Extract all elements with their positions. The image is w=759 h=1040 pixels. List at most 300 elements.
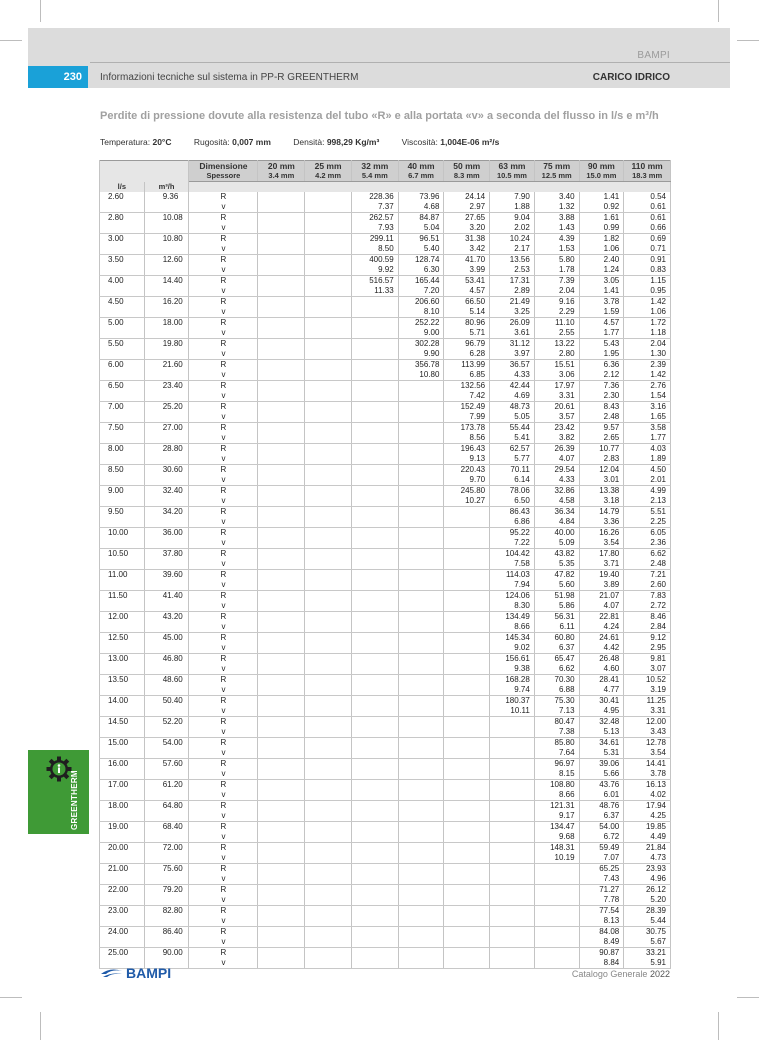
- header-brand: BAMPI: [637, 50, 670, 61]
- label-v: v: [189, 454, 258, 465]
- cell-r: [305, 465, 352, 476]
- flow-m3h: 61.20: [144, 780, 189, 791]
- table-row: [100, 370, 671, 381]
- flow-m3h-empty: [144, 853, 189, 864]
- cell-r: [351, 486, 398, 497]
- crop-mark: [737, 40, 759, 41]
- cell-r: [305, 444, 352, 455]
- cell-r: [444, 801, 490, 812]
- label-r: R: [189, 486, 258, 497]
- flow-ls: 22.00: [100, 885, 145, 896]
- label-r: R: [189, 780, 258, 791]
- table-row: [100, 286, 671, 297]
- cell-v: [351, 727, 398, 738]
- flow-m3h-empty: [144, 580, 189, 591]
- cell-r: [398, 738, 444, 749]
- cell-r: 299.11: [351, 234, 398, 245]
- cell-r: 17.80: [579, 549, 624, 560]
- table-row: [100, 433, 671, 444]
- cell-v: 3.89: [579, 580, 624, 591]
- cell-v: 6.01: [579, 790, 624, 801]
- cell-v: [490, 832, 535, 843]
- flow-m3h-empty: [144, 454, 189, 465]
- cell-v: [490, 937, 535, 948]
- cell-v: [444, 958, 490, 969]
- cell-r: [305, 570, 352, 581]
- flow-ls-empty: [100, 391, 145, 402]
- cell-v: 3.78: [624, 769, 671, 780]
- label-v: v: [189, 580, 258, 591]
- flow-ls-empty: [100, 475, 145, 486]
- flow-m3h: 52.20: [144, 717, 189, 728]
- flow-m3h-empty: [144, 601, 189, 612]
- table-row: [100, 412, 671, 423]
- cell-r: [398, 927, 444, 938]
- cell-r: [490, 822, 535, 833]
- cell-r: [258, 801, 305, 812]
- cell-v: [305, 958, 352, 969]
- table-row: [100, 381, 671, 392]
- cell-r: 245.80: [444, 486, 490, 497]
- gear-info-icon: [46, 756, 72, 782]
- cell-v: 11.33: [351, 286, 398, 297]
- table-row: [100, 580, 671, 591]
- cell-v: 9.00: [398, 328, 444, 339]
- cell-r: [305, 906, 352, 917]
- cell-r: [398, 801, 444, 812]
- cell-r: 152.49: [444, 402, 490, 413]
- crop-mark: [40, 0, 41, 22]
- table-row: [100, 843, 671, 854]
- label-r: R: [189, 255, 258, 266]
- cell-v: [398, 601, 444, 612]
- cell-v: 1.54: [624, 391, 671, 402]
- label-r: R: [189, 801, 258, 812]
- table-row: [100, 307, 671, 318]
- cell-r: [351, 444, 398, 455]
- table-row: [100, 612, 671, 623]
- cell-r: [398, 633, 444, 644]
- cell-r: 71.27: [579, 885, 624, 896]
- table-row: [100, 738, 671, 749]
- flow-ls: 3.00: [100, 234, 145, 245]
- cell-v: 8.66: [490, 622, 535, 633]
- cell-v: [258, 601, 305, 612]
- crop-mark: [718, 0, 719, 22]
- table-row: [100, 906, 671, 917]
- cell-r: [351, 381, 398, 392]
- flow-m3h-empty: [144, 727, 189, 738]
- cell-v: [351, 958, 398, 969]
- cell-v: 5.66: [579, 769, 624, 780]
- cell-v: 9.17: [534, 811, 579, 822]
- cell-v: [305, 601, 352, 612]
- cell-v: 4.57: [444, 286, 490, 297]
- cell-v: [398, 538, 444, 549]
- flow-m3h: 90.00: [144, 948, 189, 959]
- cell-r: 28.41: [579, 675, 624, 686]
- flow-m3h: 12.60: [144, 255, 189, 266]
- cell-r: 156.61: [490, 654, 535, 665]
- cell-r: [258, 297, 305, 308]
- flow-ls: 14.00: [100, 696, 145, 707]
- cell-v: [305, 223, 352, 234]
- logo-text: BAMPI: [126, 965, 172, 981]
- flow-m3h-empty: [144, 706, 189, 717]
- table-row: [100, 885, 671, 896]
- cell-v: [444, 937, 490, 948]
- cell-r: [490, 906, 535, 917]
- table-row: [100, 475, 671, 486]
- label-r: R: [189, 738, 258, 749]
- cell-v: [398, 580, 444, 591]
- cell-r: 12.00: [624, 717, 671, 728]
- table-row: [100, 538, 671, 549]
- label-r: R: [189, 549, 258, 560]
- cell-v: 5.05: [490, 412, 535, 423]
- cell-r: [305, 801, 352, 812]
- flow-m3h-empty: [144, 202, 189, 213]
- cell-r: [351, 822, 398, 833]
- cell-v: 1.32: [534, 202, 579, 213]
- cell-v: [351, 370, 398, 381]
- cell-r: [258, 381, 305, 392]
- cell-r: [351, 717, 398, 728]
- catalog-year: 2022: [649, 969, 670, 979]
- label-r: R: [189, 948, 258, 959]
- label-r: R: [189, 717, 258, 728]
- cell-v: 10.11: [490, 706, 535, 717]
- cell-v: [258, 412, 305, 423]
- cell-r: 29.54: [534, 465, 579, 476]
- cell-v: 8.15: [534, 769, 579, 780]
- cell-v: 2.72: [624, 601, 671, 612]
- cell-v: [444, 664, 490, 675]
- flow-ls-empty: [100, 559, 145, 570]
- cell-r: [305, 654, 352, 665]
- flow-ls: 10.50: [100, 549, 145, 560]
- cell-v: 4.49: [624, 832, 671, 843]
- header-title: Informazioni tecniche sul sistema in PP-R GREENTHERM: [100, 72, 359, 83]
- flow-ls: 11.00: [100, 570, 145, 581]
- cell-v: 4.69: [490, 391, 535, 402]
- flow-ls-empty: [100, 580, 145, 591]
- table-row: [100, 601, 671, 612]
- flow-m3h-empty: [144, 244, 189, 255]
- label-r: R: [189, 234, 258, 245]
- cell-v: [258, 769, 305, 780]
- cell-r: [398, 780, 444, 791]
- cell-r: 2.40: [579, 255, 624, 266]
- flow-m3h-empty: [144, 664, 189, 675]
- label-v: v: [189, 307, 258, 318]
- cell-r: 13.56: [490, 255, 535, 266]
- flow-ls: 9.50: [100, 507, 145, 518]
- dim-63: 63 mm: [490, 161, 535, 172]
- cell-v: 7.07: [579, 853, 624, 864]
- cell-r: 6.05: [624, 528, 671, 539]
- cell-r: 10.52: [624, 675, 671, 686]
- cell-v: [351, 622, 398, 633]
- cell-r: 1.15: [624, 276, 671, 287]
- label-r: R: [189, 864, 258, 875]
- cell-r: [398, 717, 444, 728]
- cell-v: 3.97: [490, 349, 535, 360]
- cell-v: 1.88: [490, 202, 535, 213]
- flow-ls-empty: [100, 223, 145, 234]
- cell-r: 96.97: [534, 759, 579, 770]
- cell-v: [351, 580, 398, 591]
- cell-v: 2.95: [624, 643, 671, 654]
- table-row: [100, 948, 671, 959]
- dim-90: 90 mm: [579, 161, 624, 172]
- cell-r: 9.16: [534, 297, 579, 308]
- cell-v: [351, 916, 398, 927]
- label-r: R: [189, 381, 258, 392]
- cell-r: 40.00: [534, 528, 579, 539]
- label-v: v: [189, 769, 258, 780]
- flow-ls: 16.00: [100, 759, 145, 770]
- table-row: [100, 622, 671, 633]
- flow-ls-empty: [100, 811, 145, 822]
- cell-v: [258, 895, 305, 906]
- cell-v: 3.31: [624, 706, 671, 717]
- cell-v: [351, 328, 398, 339]
- cell-r: 48.76: [579, 801, 624, 812]
- flow-ls-empty: [100, 601, 145, 612]
- flow-ls: 13.50: [100, 675, 145, 686]
- label-r: R: [189, 675, 258, 686]
- flow-ls-empty: [100, 664, 145, 675]
- label-v: v: [189, 349, 258, 360]
- cell-r: [351, 843, 398, 854]
- cell-v: [305, 895, 352, 906]
- page-title: Perdite di pressione dovute alla resistenza del tubo «R» e alla portata «v» a seconda del flusso in l/s e m³/h: [100, 110, 659, 122]
- cell-v: [534, 916, 579, 927]
- cell-r: 8.46: [624, 612, 671, 623]
- cell-r: 206.60: [398, 297, 444, 308]
- cell-v: [351, 538, 398, 549]
- cell-v: [258, 643, 305, 654]
- cell-r: 26.09: [490, 318, 535, 329]
- label-r: R: [189, 528, 258, 539]
- cell-v: [305, 265, 352, 276]
- dim-110: 110 mm: [624, 161, 671, 172]
- cell-v: [351, 349, 398, 360]
- cell-r: [258, 906, 305, 917]
- cell-v: 3.43: [624, 727, 671, 738]
- flow-m3h-empty: [144, 916, 189, 927]
- cell-r: 36.57: [490, 360, 535, 371]
- thick-63: 10.5 mm: [490, 171, 535, 182]
- pressure-loss-table: [99, 160, 671, 969]
- cell-r: 15.51: [534, 360, 579, 371]
- flow-m3h: 30.60: [144, 465, 189, 476]
- flow-m3h-empty: [144, 874, 189, 885]
- cell-r: 9.04: [490, 213, 535, 224]
- flow-ls-empty: [100, 517, 145, 528]
- cell-v: 2.97: [444, 202, 490, 213]
- cell-r: [398, 570, 444, 581]
- flow-m3h-empty: [144, 265, 189, 276]
- cell-r: [444, 612, 490, 623]
- cell-v: [258, 580, 305, 591]
- cell-r: [305, 948, 352, 959]
- cell-r: 262.57: [351, 213, 398, 224]
- cell-v: [444, 769, 490, 780]
- label-r: R: [189, 843, 258, 854]
- cell-r: 13.22: [534, 339, 579, 350]
- table-row: [100, 832, 671, 843]
- cell-v: 1.18: [624, 328, 671, 339]
- cell-r: [398, 465, 444, 476]
- cell-r: [305, 675, 352, 686]
- thick-90: 15.0 mm: [579, 171, 624, 182]
- label-r: R: [189, 906, 258, 917]
- cell-v: [258, 685, 305, 696]
- cell-v: [490, 769, 535, 780]
- cell-r: [398, 843, 444, 854]
- table-row: [100, 328, 671, 339]
- flow-ls-empty: [100, 769, 145, 780]
- cell-r: [305, 423, 352, 434]
- cell-v: 6.37: [579, 811, 624, 822]
- cell-r: 114.03: [490, 570, 535, 581]
- table-row: [100, 706, 671, 717]
- table-row: [100, 528, 671, 539]
- flow-ls-empty: [100, 202, 145, 213]
- cell-r: 220.43: [444, 465, 490, 476]
- flow-m3h-empty: [144, 937, 189, 948]
- cell-v: 0.92: [579, 202, 624, 213]
- cell-r: [258, 612, 305, 623]
- cell-v: [258, 286, 305, 297]
- cell-r: 173.78: [444, 423, 490, 434]
- cell-r: 43.76: [579, 780, 624, 791]
- label-r: R: [189, 654, 258, 665]
- flow-m3h: 23.40: [144, 381, 189, 392]
- cell-v: [258, 244, 305, 255]
- cell-r: 302.28: [398, 339, 444, 350]
- table-row: [100, 276, 671, 287]
- cell-v: [351, 307, 398, 318]
- table-row: [100, 339, 671, 350]
- flow-m3h: 19.80: [144, 339, 189, 350]
- flow-m3h: 28.80: [144, 444, 189, 455]
- table-row: [100, 244, 671, 255]
- cell-r: 5.43: [579, 339, 624, 350]
- cell-v: 6.28: [444, 349, 490, 360]
- cell-v: [490, 874, 535, 885]
- cell-r: 104.42: [490, 549, 535, 560]
- flow-ls: 8.50: [100, 465, 145, 476]
- cell-v: [398, 496, 444, 507]
- section-title: CARICO IDRICO: [592, 72, 670, 83]
- cell-v: [305, 328, 352, 339]
- cell-v: 1.06: [579, 244, 624, 255]
- cell-v: [444, 811, 490, 822]
- table-row: [100, 916, 671, 927]
- flow-m3h-empty: [144, 748, 189, 759]
- cell-v: [490, 853, 535, 864]
- cell-v: [258, 475, 305, 486]
- cell-v: 5.31: [579, 748, 624, 759]
- cell-v: 5.86: [534, 601, 579, 612]
- cell-r: [258, 738, 305, 749]
- cell-r: [351, 864, 398, 875]
- flow-m3h-empty: [144, 307, 189, 318]
- flow-m3h: 39.60: [144, 570, 189, 581]
- flow-ls-empty: [100, 727, 145, 738]
- cell-r: [490, 885, 535, 896]
- flow-ls-empty: [100, 685, 145, 696]
- flow-ls: 8.00: [100, 444, 145, 455]
- cell-r: [258, 885, 305, 896]
- cell-v: [398, 454, 444, 465]
- cell-v: 8.56: [444, 433, 490, 444]
- cell-v: 9.13: [444, 454, 490, 465]
- cell-v: [351, 832, 398, 843]
- flow-m3h: 86.40: [144, 927, 189, 938]
- cell-v: 5.60: [534, 580, 579, 591]
- table-row: [100, 349, 671, 360]
- cell-r: [305, 276, 352, 287]
- flow-m3h: 36.00: [144, 528, 189, 539]
- cell-v: 5.35: [534, 559, 579, 570]
- cell-v: 4.24: [579, 622, 624, 633]
- cell-r: 4.50: [624, 465, 671, 476]
- cell-r: [398, 381, 444, 392]
- cell-r: [258, 780, 305, 791]
- cell-v: [398, 748, 444, 759]
- cell-r: [351, 759, 398, 770]
- cell-r: 27.65: [444, 213, 490, 224]
- cell-v: [305, 391, 352, 402]
- flow-ls-empty: [100, 286, 145, 297]
- label-r: R: [189, 507, 258, 518]
- cell-r: [258, 486, 305, 497]
- cell-r: 0.91: [624, 255, 671, 266]
- cell-v: [534, 958, 579, 969]
- label-v: v: [189, 727, 258, 738]
- cell-r: [351, 318, 398, 329]
- cell-v: [258, 349, 305, 360]
- cell-r: 3.16: [624, 402, 671, 413]
- cell-r: [305, 297, 352, 308]
- dim-32: 32 mm: [351, 161, 398, 172]
- cell-r: 77.54: [579, 906, 624, 917]
- cell-v: [444, 727, 490, 738]
- dim-50: 50 mm: [444, 161, 490, 172]
- crop-mark: [737, 997, 759, 998]
- cell-r: [444, 843, 490, 854]
- cell-r: 124.06: [490, 591, 535, 602]
- cell-v: [305, 811, 352, 822]
- cell-v: 6.88: [534, 685, 579, 696]
- cell-r: [305, 549, 352, 560]
- label-r: R: [189, 612, 258, 623]
- cell-v: [490, 727, 535, 738]
- cell-v: [305, 769, 352, 780]
- cell-r: [490, 864, 535, 875]
- table-row: [100, 853, 671, 864]
- flow-ls: 7.00: [100, 402, 145, 413]
- table-row: [100, 675, 671, 686]
- cell-v: 1.24: [579, 265, 624, 276]
- cell-r: [258, 423, 305, 434]
- cell-v: 2.80: [534, 349, 579, 360]
- cell-v: 1.30: [624, 349, 671, 360]
